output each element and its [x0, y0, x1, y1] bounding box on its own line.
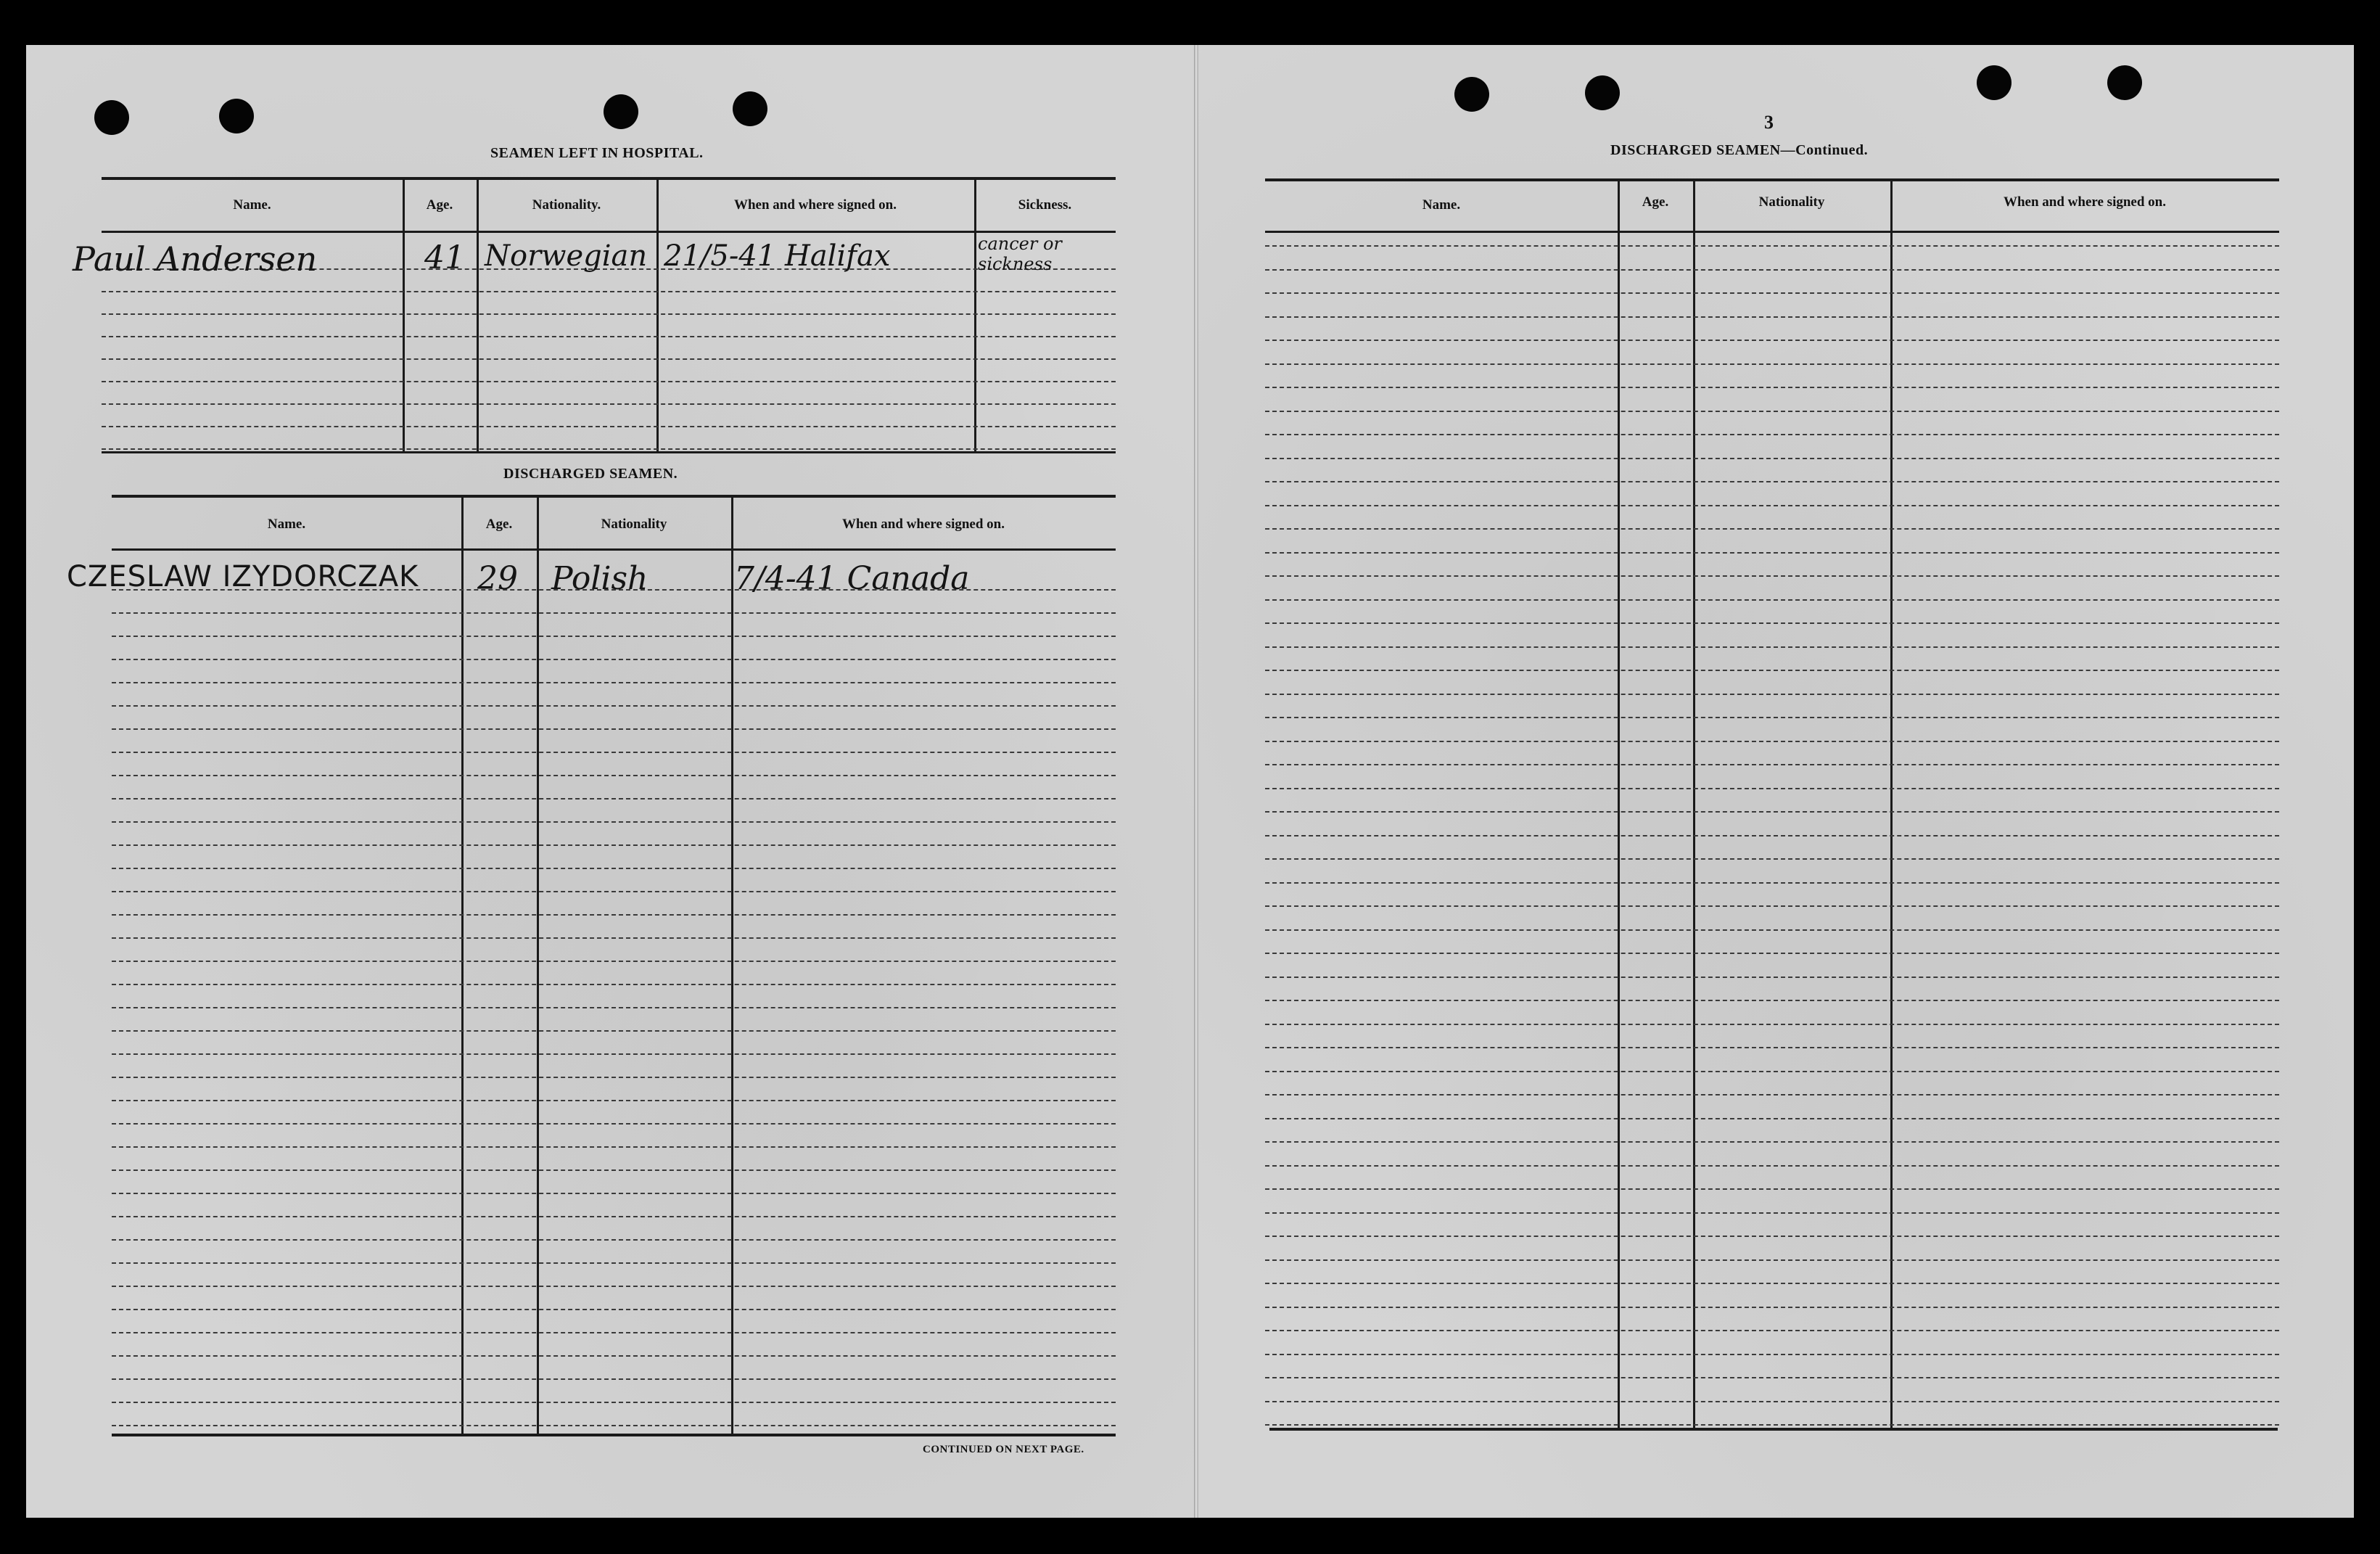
- ruled-line: [102, 381, 1116, 382]
- ruled-line: [112, 1286, 1116, 1287]
- ruled-line: [1265, 882, 2279, 884]
- discharged-row-signed-on: 7/4-41 Canada: [734, 560, 970, 597]
- punch-hole: [1454, 77, 1489, 112]
- ruled-line: [1265, 929, 2279, 931]
- ruled-line: [1265, 245, 2279, 247]
- ruled-line: [112, 1216, 1116, 1217]
- ruled-line: [102, 291, 1116, 292]
- ruled-line: [112, 1332, 1116, 1333]
- ruled-line: [112, 659, 1116, 660]
- ruled-line: [1265, 788, 2279, 789]
- ruled-line: [112, 1193, 1116, 1194]
- ruled-line: [1265, 599, 2279, 601]
- ruled-line: [1265, 363, 2279, 365]
- ruled-line: [1265, 340, 2279, 341]
- column-header-name: Name.: [1422, 197, 1461, 213]
- ruled-line: [112, 984, 1116, 985]
- ruled-line: [1265, 1165, 2279, 1167]
- ruled-line: [1265, 1401, 2279, 1402]
- ruled-line: [1265, 977, 2279, 978]
- hospital-row-name: Paul Andersen: [73, 239, 318, 279]
- ruled-line: [102, 358, 1116, 360]
- ruled-line: [1265, 1188, 2279, 1190]
- ruled-line: [1265, 1307, 2279, 1308]
- ruled-line: [1265, 458, 2279, 459]
- continued-table-bottom-rule: [1269, 1428, 2278, 1431]
- ruled-line: [112, 1077, 1116, 1078]
- ruled-line: [112, 682, 1116, 683]
- ruled-line: [1265, 1071, 2279, 1072]
- ruled-line: [1265, 670, 2279, 671]
- punch-hole: [1977, 65, 2012, 100]
- ruled-line: [112, 1123, 1116, 1125]
- ruled-line: [1265, 717, 2279, 718]
- ruled-line: [1265, 1094, 2279, 1095]
- column-header-signed-on: When and where signed on.: [2003, 194, 2166, 210]
- ruled-line: [1265, 575, 2279, 577]
- ruled-line: [1265, 1259, 2279, 1261]
- continued-section-title: DISCHARGED SEAMEN—Continued.: [1610, 142, 1869, 158]
- continued-footer: CONTINUED ON NEXT PAGE.: [923, 1444, 1084, 1455]
- ruled-line: [1265, 764, 2279, 765]
- punch-hole: [2107, 65, 2142, 100]
- column-header-name: Name.: [233, 197, 271, 213]
- discharged-section-title: DISCHARGED SEAMEN.: [503, 466, 678, 482]
- discharged-table-bottom-rule: [112, 1434, 1116, 1436]
- discharged-row-nationality: Polish: [551, 560, 648, 597]
- hospital-table-bottom-rule: [102, 451, 1116, 453]
- ruled-line: [1265, 1330, 2279, 1331]
- ruled-line: [112, 914, 1116, 916]
- continued-col-divider: [1890, 178, 1893, 1429]
- ruled-line: [1265, 905, 2279, 907]
- ruled-line: [102, 448, 1116, 450]
- ruled-line: [112, 728, 1116, 730]
- ruled-line: [1265, 316, 2279, 318]
- continued-table-top-rule: [1265, 178, 2279, 181]
- ruled-line: [112, 1030, 1116, 1032]
- ruled-line: [1265, 1212, 2279, 1214]
- column-header-age: Age.: [1642, 194, 1669, 210]
- ruled-line: [112, 798, 1116, 799]
- hospital-table-header-rule: [102, 231, 1116, 233]
- ruled-line: [102, 313, 1116, 315]
- ruled-line: [102, 403, 1116, 405]
- ruled-line: [1265, 552, 2279, 554]
- ruled-line: [1265, 411, 2279, 412]
- ruled-line: [112, 937, 1116, 939]
- ruled-line: [112, 1100, 1116, 1101]
- ruled-line: [1265, 646, 2279, 648]
- column-header-nationality: Nationality: [601, 517, 667, 532]
- ruled-line: [1265, 1047, 2279, 1048]
- discharged-table-header-rule: [112, 548, 1116, 551]
- punch-hole: [733, 91, 767, 126]
- ruled-line: [112, 1007, 1116, 1008]
- ruled-line: [1265, 292, 2279, 294]
- ruled-line: [112, 1378, 1116, 1380]
- ruled-line: [1265, 1000, 2279, 1001]
- hospital-row-nationality: Norwegian: [485, 239, 648, 273]
- column-header-nationality: Nationality: [1758, 194, 1825, 210]
- ruled-line: [112, 1355, 1116, 1357]
- hospital-section-title: SEAMEN LEFT IN HOSPITAL.: [490, 145, 704, 161]
- ruled-line: [112, 868, 1116, 869]
- punch-hole: [1585, 75, 1620, 110]
- ruled-line: [112, 752, 1116, 753]
- ruled-line: [1265, 1118, 2279, 1119]
- ruled-line: [1265, 1236, 2279, 1237]
- ruled-line: [112, 1402, 1116, 1403]
- column-header-nationality: Nationality.: [532, 197, 601, 213]
- discharged-table-top-rule: [112, 495, 1116, 498]
- ruled-line: [112, 961, 1116, 962]
- ruled-line: [1265, 1424, 2279, 1426]
- hospital-row-signed-on: 21/5-41 Halifax: [664, 239, 891, 273]
- ruled-line: [1265, 1354, 2279, 1355]
- continued-table-header-rule: [1265, 231, 2279, 233]
- ruled-line: [112, 844, 1116, 846]
- ruled-line: [1265, 835, 2279, 836]
- punch-hole: [604, 94, 638, 129]
- punch-hole: [219, 99, 254, 133]
- ruled-line: [112, 821, 1116, 823]
- ruled-line: [112, 1309, 1116, 1310]
- ruled-line: [1265, 481, 2279, 482]
- column-header-age: Age.: [485, 517, 513, 532]
- ruled-line: [112, 1262, 1116, 1264]
- ruled-line: [112, 636, 1116, 637]
- ruled-line: [112, 1425, 1116, 1426]
- ruled-line: [102, 336, 1116, 337]
- ruled-line: [1265, 269, 2279, 271]
- ruled-line: [1265, 953, 2279, 954]
- ruled-line: [1265, 858, 2279, 860]
- ruled-line: [1265, 1377, 2279, 1378]
- continued-col-divider: [1618, 178, 1620, 1429]
- hospital-row-age: 41: [424, 239, 465, 276]
- ruled-line: [112, 705, 1116, 707]
- hospital-table-top-rule: [102, 177, 1116, 180]
- ruled-line: [112, 775, 1116, 776]
- hospital-col-divider: [974, 177, 976, 453]
- ruled-line: [1265, 1283, 2279, 1284]
- ruled-line: [1265, 528, 2279, 530]
- punch-hole: [94, 100, 129, 135]
- ruled-line: [112, 612, 1116, 614]
- ruled-line: [112, 1146, 1116, 1148]
- ruled-line: [1265, 1024, 2279, 1025]
- ruled-line: [112, 891, 1116, 892]
- right-page: [1197, 45, 2354, 1518]
- ruled-line: [112, 1169, 1116, 1171]
- hospital-col-divider: [656, 177, 659, 453]
- ruled-line: [1265, 505, 2279, 506]
- ruled-line: [1265, 434, 2279, 435]
- ruled-line: [1265, 387, 2279, 388]
- ruled-line: [102, 426, 1116, 427]
- ruled-line: [1265, 741, 2279, 742]
- continued-col-divider: [1693, 178, 1695, 1429]
- ruled-line: [1265, 811, 2279, 813]
- column-header-name: Name.: [267, 517, 306, 532]
- ruled-line: [1265, 694, 2279, 695]
- column-header-signed-on: When and where signed on.: [733, 197, 897, 213]
- column-header-signed-on: When and where signed on.: [841, 517, 1005, 532]
- ruled-line: [1265, 1141, 2279, 1143]
- ruled-line: [112, 1239, 1116, 1241]
- ruled-line: [112, 1053, 1116, 1055]
- page-fold: [1194, 45, 1198, 1518]
- discharged-row-age: 29: [477, 560, 518, 597]
- hospital-row-sickness: cancer or sickness: [978, 234, 1062, 274]
- ruled-line: [1265, 622, 2279, 624]
- discharged-row-name: CZESLAW IZYDORCZAK: [67, 560, 419, 593]
- hospital-col-divider: [403, 177, 405, 453]
- column-header-age: Age.: [426, 197, 453, 213]
- page-number: 3: [1764, 112, 1774, 133]
- column-header-sickness: Sickness.: [1018, 197, 1072, 213]
- hospital-col-divider: [477, 177, 479, 453]
